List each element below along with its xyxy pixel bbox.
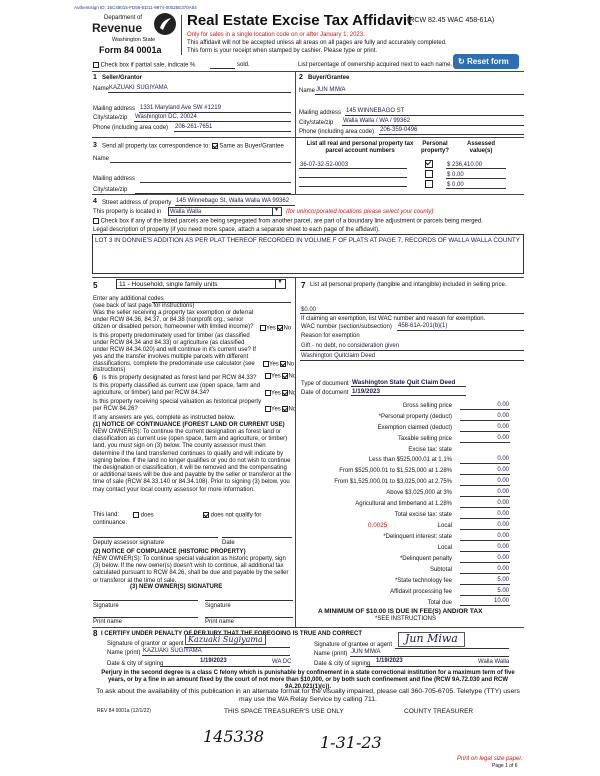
tax-row-value[interactable]: 0.00 xyxy=(497,413,509,419)
q1-yes-checkbox[interactable] xyxy=(260,325,266,331)
wac-number-label: WAC number (section/subsection) xyxy=(301,324,392,330)
grantee-signature-label: Signature of grantee or agent xyxy=(314,642,393,648)
notice-continuance-body: NEW OWNER(S): To continue the current designation as forest land or classification as current use (open space, farm and agriculture, or timber) land, you must sign on (3) below. The county assessor must then determine if the land transferred continues to qualify and will indicate by signing below. If the land no longer qualifies or you do not wish to continue the designation or classification, it will be removed and the compensating or additional taxes will be due and payable by the seller or transferor at the time of sale (RCW 84.33.140 or 84.34.108). Prior to signing (3) below, you may contact your local county assessor for more information. xyxy=(93,429,292,493)
q3-yes-checkbox[interactable] xyxy=(265,373,271,379)
q1-yes-label: Yes xyxy=(266,325,276,332)
q5-yes-checkbox[interactable] xyxy=(265,406,271,412)
tax-row-label: Affidavit processing fee xyxy=(390,589,452,595)
tax-row-label: From $525,000.01 to $1,525,000 at 1.28% xyxy=(339,468,452,474)
tax-row-value[interactable]: 0.00 xyxy=(497,533,509,539)
section-2-number: 2 xyxy=(299,74,303,81)
correspondence-mailing-label: Mailing address xyxy=(93,176,136,182)
document-date-label: Date of document xyxy=(301,390,349,396)
section-3-number: 3 xyxy=(93,142,97,149)
sold-label: sold. xyxy=(237,62,250,68)
tax-row-value[interactable]: 5.00 xyxy=(497,577,509,583)
tax-row-value[interactable]: 0.00 xyxy=(497,544,509,550)
q3-yes-label: Yes xyxy=(271,373,281,380)
historic-question: Is this property receiving special valuation as historical property per RCW 84.26? xyxy=(93,399,262,412)
q3-no-label: No xyxy=(288,373,297,380)
does-checkbox[interactable] xyxy=(133,512,139,518)
legal-description-field[interactable]: LOT 3 IN DONNIE'S ADDITION AS PER PLAT THEREOF RECORDED IN VOLUME F OF PLATS AT PAGE 7, RECORDS OF WALLA WALLA COUNTY xyxy=(92,234,524,274)
q3-no-checkbox[interactable] xyxy=(282,373,288,379)
same-as-buyer-label: Same as Buyer/Grantee xyxy=(219,143,284,150)
street-address-field[interactable]: 145 Winnebago St, Walla Walla WA 99362 xyxy=(176,198,290,204)
tax-row-label: Gross selling price xyxy=(402,403,452,409)
tax-row-label: Local xyxy=(437,523,452,529)
grantor-signature[interactable]: Kazuaki Sugiyama xyxy=(185,634,266,645)
does-not-qualify-label: does not qualify for xyxy=(210,512,262,519)
page-number: Page 1 of 6 xyxy=(492,763,518,769)
tax-row-value[interactable]: 0.00 xyxy=(497,456,509,462)
tax-row-label: From $1,525,000.01 to $3,025,000 at 2.75% xyxy=(334,479,452,485)
q2-yes-checkbox[interactable] xyxy=(263,361,269,367)
alternate-format-notice: To ask about the availability of this publication in an alternate format for the visually impaired, please call 360-705-6705. Teletype (TTY) users may use the WA Relay Service by calling 711. xyxy=(96,688,520,703)
dept-name: Revenue xyxy=(92,21,143,35)
forest-land-question: Is this property designated as forest land per RCW 84.33? xyxy=(102,375,257,381)
see-instructions-note: *SEE INSTRUCTIONS xyxy=(375,616,437,622)
tax-row-value[interactable]: 0.00 xyxy=(497,435,509,441)
tax-row-value[interactable]: 0.00 xyxy=(497,566,509,572)
partial-sale-row xyxy=(93,62,195,69)
q5-no-checkbox[interactable] xyxy=(282,406,288,412)
personal-property-checkbox-3[interactable] xyxy=(425,180,433,188)
notice-continuance-heading: (1) NOTICE OF CONTINUANCE (FOREST LAND OR CURRENT USE) xyxy=(93,422,285,428)
street-address-label: Street address of property xyxy=(102,200,172,206)
personal-property-checkbox-2[interactable] xyxy=(425,170,433,178)
q5-no-label: No xyxy=(288,406,297,413)
assessed-value-column-header: Assessed value(s) xyxy=(466,141,496,154)
tax-row-label: Excise tax: state xyxy=(408,447,452,453)
seller-address-field[interactable]: 1331 Maryland Ave SW #1219 xyxy=(140,105,221,111)
dept-state: Washington State xyxy=(112,37,156,43)
same-as-buyer-checkbox[interactable] xyxy=(212,143,218,149)
minimum-due-notice: A MINIMUM OF $10.00 IS DUE IN FEE(S) AND/OR TAX xyxy=(318,608,483,615)
buyer-phone-label: Phone (including area code) xyxy=(299,129,375,135)
legal-paper-note: Print on legal size paper. xyxy=(457,756,523,762)
correspondence-city-label: City/state/zip xyxy=(93,187,128,193)
correspondence-label: Send all property tax correspondence to: xyxy=(102,143,211,150)
exemption-question: Was the seller receiving a property tax exemption or deferral under RCW 84.36, 84.37, or 84.38 (nonprofit org., senior citizen or disabled person, homeowner with limited income)? xyxy=(93,310,254,330)
tax-row-value[interactable]: 5.00 xyxy=(497,588,509,594)
deputy-date-label: Date xyxy=(222,540,235,546)
current-use-question: Is this property classified as current use (open space, farm and agriculture, or timber) land per RCW 84.34? xyxy=(93,383,261,396)
section-6-number: 6 xyxy=(93,373,98,382)
q1-no-checkbox[interactable] xyxy=(277,325,283,331)
personal-property-label: List all personal property (tangible and intangible) included in selling price. xyxy=(310,282,507,288)
treasurer-use-label: THIS SPACE TREASURER'S USE ONLY xyxy=(224,708,344,715)
document-type-label: Type of document xyxy=(301,381,349,387)
owner-print-label-2: Print name xyxy=(205,619,235,625)
segregation-label: Check box if any of the listed parcels are being segregated from another parcel, are part of a boundary line adjustment or parcels being merged. xyxy=(100,218,483,225)
reset-label: Reset form xyxy=(466,57,509,66)
authentisign-id: Authentisign ID: 16C48015-FD58-ED11-9974-00025E370A54 xyxy=(74,5,197,10)
q4-no-checkbox[interactable] xyxy=(282,390,288,396)
tax-row-label: Above $3,025,000 at 3% xyxy=(386,490,452,496)
buyer-address-label: Mailing address xyxy=(299,110,342,116)
assessed-value-3[interactable]: $ 0.00 xyxy=(447,182,464,188)
tax-row-label: Exemption claimed (deduct) xyxy=(377,425,452,431)
new-owner-signature-heading: (3) NEW OWNER(S) SIGNATURE xyxy=(130,584,223,590)
grantor-name-field[interactable]: KAZUAKI SUGIYAMA xyxy=(143,648,202,654)
tax-row-label: Total excise tax: state xyxy=(394,512,452,518)
legal-description-label: Legal description of property (if you need more space, attach a separate sheet to each page of the affidavit). xyxy=(93,227,380,233)
land-use-select[interactable] xyxy=(116,279,286,289)
q2-yes-label: Yes xyxy=(269,361,279,368)
seller-phone-field[interactable]: 206-261-7651 xyxy=(175,124,213,130)
buyer-address-field[interactable]: 145 WINNEBAGO ST xyxy=(346,108,405,114)
tax-row-value[interactable]: 0.00 xyxy=(497,511,509,517)
q2-no-checkbox[interactable] xyxy=(280,361,286,367)
tax-row-value[interactable]: 0.00 xyxy=(497,500,509,506)
this-land-label: This land: xyxy=(93,512,120,518)
section-4-number: 4 xyxy=(93,198,97,205)
grantor-signature-label: Signature of grantor or agent xyxy=(107,641,184,647)
buyer-name-label: Name xyxy=(299,88,316,94)
q5-yes-label: Yes xyxy=(271,406,281,413)
tax-row-label: *Personal property (deduct) xyxy=(378,414,452,420)
grantee-date-city-label: Date & city of signing xyxy=(314,661,371,667)
land-use-value: 11 - Household, single family units xyxy=(119,281,218,288)
county-select[interactable] xyxy=(168,207,282,216)
tax-row-label: Agricultural and timberland at 1.28% xyxy=(355,501,452,507)
section-1-number: 1 xyxy=(93,74,97,81)
wac-number-field[interactable]: 458-61A-201(b)(1) xyxy=(398,323,448,329)
tax-row-label: Less than $525,000.01 at 1.1% xyxy=(368,457,452,463)
grantee-name-label: Name (print) xyxy=(314,651,348,657)
seller-city-field[interactable]: Washington DC, 20024 xyxy=(135,114,197,120)
tax-row-value[interactable]: 10.00 xyxy=(493,598,509,604)
header-red-note: Only for sales in a single location code on or after January 1, 2023. xyxy=(187,32,365,38)
seller-heading: Seller/Grantor xyxy=(102,75,143,81)
dept-line: Department of xyxy=(104,15,143,21)
tax-row-value[interactable]: 0.00 xyxy=(497,478,509,484)
tax-row-value[interactable]: 0.00 xyxy=(497,402,509,408)
assessed-value-2[interactable]: $ 0.00 xyxy=(447,172,464,178)
reset-form-button[interactable] xyxy=(453,54,519,69)
continuance-label: continuance. xyxy=(93,520,128,526)
partial-sale-label: Check box if partial sale, indicate % xyxy=(100,62,196,69)
buyer-phone-field[interactable]: 206-359-0496 xyxy=(380,127,418,133)
revenue-logo-icon xyxy=(154,13,176,35)
located-in-label: This property is located in xyxy=(93,209,162,215)
segregation-checkbox[interactable] xyxy=(93,218,99,224)
owner-print-label-1: Print name xyxy=(93,619,123,625)
list-percentage-note: List percentage of ownership acquired next to each name. xyxy=(298,62,453,68)
grantor-date-field[interactable]: 1/19/2023 xyxy=(200,658,227,664)
grantor-city-field[interactable]: WA DC xyxy=(272,659,292,665)
dropdown-arrow-icon: ▼ xyxy=(272,208,280,215)
owner-signature-label-1: Signature xyxy=(93,603,119,609)
handwritten-date: 1-31-23 xyxy=(320,733,382,752)
tax-row-value[interactable]: 0.00 xyxy=(497,467,509,473)
revision-label: REV 84 0001a (12/1/22) xyxy=(97,708,151,714)
parcel-number-1[interactable]: 36-07-32-52-0003 xyxy=(300,162,349,168)
seller-phone-label: Phone (including area code) xyxy=(93,125,169,131)
dropdown-arrow-icon: ▼ xyxy=(275,280,284,288)
grantor-name-label: Name (print) xyxy=(107,650,141,656)
buyer-heading: Buyer/Grantee xyxy=(308,75,350,81)
perjury-certification: I CERTIFY UNDER PENALTY OF PERJURY THAT THE FOREGOING IS TRUE AND CORRECT xyxy=(101,631,363,637)
county-value: Walla Walla xyxy=(170,209,202,215)
does-not-qualify-checkbox[interactable] xyxy=(203,512,209,518)
exemption-instruction: If claiming an exemption, list WAC number and reason for exemption. xyxy=(301,316,486,322)
complete-instruction: If any answers are yes, complete as instructed below. xyxy=(93,415,236,421)
form-title: Real Estate Excise Tax Affidavit xyxy=(187,12,413,29)
personal-property-amount[interactable]: $0.00 xyxy=(301,307,317,313)
form-number: Form 84 0001a xyxy=(99,45,162,55)
section-8-number: 8 xyxy=(93,629,98,638)
grantee-date-field[interactable]: 1/19/2023 xyxy=(376,658,403,664)
q4-yes-label: Yes xyxy=(271,390,281,397)
correspondence-row xyxy=(102,143,284,150)
tax-row-label: *Delinquent penalty xyxy=(399,556,452,562)
buyer-city-field[interactable]: Walla Walla / WA / 99362 xyxy=(343,118,411,124)
seller-name-label: Name xyxy=(93,86,110,92)
seller-name-field[interactable]: KAZUAKI SUGIYAMA xyxy=(109,85,168,91)
grantee-signature[interactable]: Jun Miwa xyxy=(398,632,465,647)
grantee-name-field[interactable]: JUN MIWA xyxy=(351,649,381,655)
seller-address-label: Mailing address xyxy=(93,106,136,112)
q4-yes-checkbox[interactable] xyxy=(265,390,271,396)
grantor-date-city-label: Date & city of signing xyxy=(107,661,164,667)
seller-city-label: City/state/zip xyxy=(93,115,128,121)
buyer-city-label: City/state/zip xyxy=(299,120,334,126)
exemption-reason-line-2[interactable]: Washington Quitclaim Deed xyxy=(301,353,376,359)
tax-row-label: Local xyxy=(437,545,452,551)
parcel-column-header: List all real and personal property tax parcel account numbers xyxy=(306,141,414,154)
owner-signature-label-2: Signature xyxy=(205,603,231,609)
county-treasurer-label: COUNTY TREASURER xyxy=(404,708,474,715)
local-rate: 0.0025 xyxy=(368,522,388,529)
additional-codes-label: Enter any additional codes xyxy=(93,296,164,302)
tax-row-label: Subtotal xyxy=(429,567,452,573)
tax-row-value[interactable]: 0.00 xyxy=(497,489,509,495)
document-date-field[interactable]: 1/19/2023 xyxy=(352,388,381,395)
perjury-text: Perjury in the second degree is a class C felony which is punishable by confinement in a state correctional institution for a maximum term of five years, or by a fine in an amount fixed by the court of not more than $10,000, or by both such confinement and fine (RCW 9A.72.030 and RCW 9A.20.021(1)(c)). xyxy=(101,670,515,690)
tax-row-label: *State technology fee xyxy=(394,578,452,584)
assessed-value-1[interactable]: $ 236,410.00 xyxy=(447,162,483,168)
q4-no-label: No xyxy=(288,390,297,397)
notice-compliance-heading: (2) NOTICE OF COMPLIANCE (HISTORIC PROPERTY) xyxy=(93,549,246,555)
tax-row-label: *Delinquent interest: state xyxy=(383,534,452,540)
document-type-field[interactable]: Washington State Quit Claim Deed xyxy=(352,379,456,386)
tax-row-label: Total due xyxy=(427,600,452,606)
county-note: (for unincorporated locations please select your county) xyxy=(286,209,434,215)
refresh-icon: ↻ xyxy=(458,57,465,66)
personal-property-checkbox-1[interactable] xyxy=(425,160,433,168)
deputy-signature-label: Deputy assessor signature xyxy=(93,540,165,546)
notice-compliance-body: NEW OWNER(S): To continue special valuation as historic property, sign (3) below. If the new owner(s) doesn't wish to continue, all additional tax calculated pursuant to RCW 84.26, shall be due and payable by the seller or transferor at the time of sale. xyxy=(93,556,289,584)
tax-row-value[interactable]: 0.00 xyxy=(497,522,509,528)
does-label: does xyxy=(140,512,154,519)
grantee-city-field[interactable]: Walla Walla xyxy=(478,659,510,665)
section-7-number: 7 xyxy=(301,281,306,290)
form-statute: (RCW 82.45 WAC 458-61A) xyxy=(407,17,495,24)
correspondence-name-label: Name xyxy=(93,156,110,162)
tax-row-label: Taxable selling price xyxy=(397,436,452,442)
timber-question: Is this property predominately used for timber (as classified under RCW 84.34 and 84.33) or agriculture (as classified under RCW 84.34.020) and will continue in it's current use? If yes and the transfer involves multiple parcels with different classifications, complete the predominate use calculator (see instructions) xyxy=(93,333,256,374)
tax-row-value[interactable]: 0.00 xyxy=(497,555,509,561)
section-5-number: 5 xyxy=(93,281,98,290)
header-note-2: This affidavit will not be accepted unless all areas on all pages are fully and accurately completed. xyxy=(187,40,447,46)
handwritten-number: 145338 xyxy=(203,727,265,746)
header-note-3: This form is your receipt when stamped by cashier. Please type or print. xyxy=(187,48,378,54)
partial-sale-checkbox[interactable] xyxy=(93,62,99,68)
tax-row-value[interactable]: 0.00 xyxy=(497,424,509,430)
exemption-reason-label: Reason for exemption xyxy=(301,333,360,339)
exemption-reason-line-1[interactable]: Gift - no debt, no consideration given xyxy=(301,343,400,349)
personal-property-column-header: Personal property? xyxy=(420,141,449,154)
q1-no-label: No xyxy=(283,325,292,332)
additional-codes-note: (see back of last page for instructions) xyxy=(93,303,195,309)
q2-no-label: No xyxy=(286,361,295,368)
buyer-name-field[interactable]: JUN MIWA xyxy=(316,87,346,93)
